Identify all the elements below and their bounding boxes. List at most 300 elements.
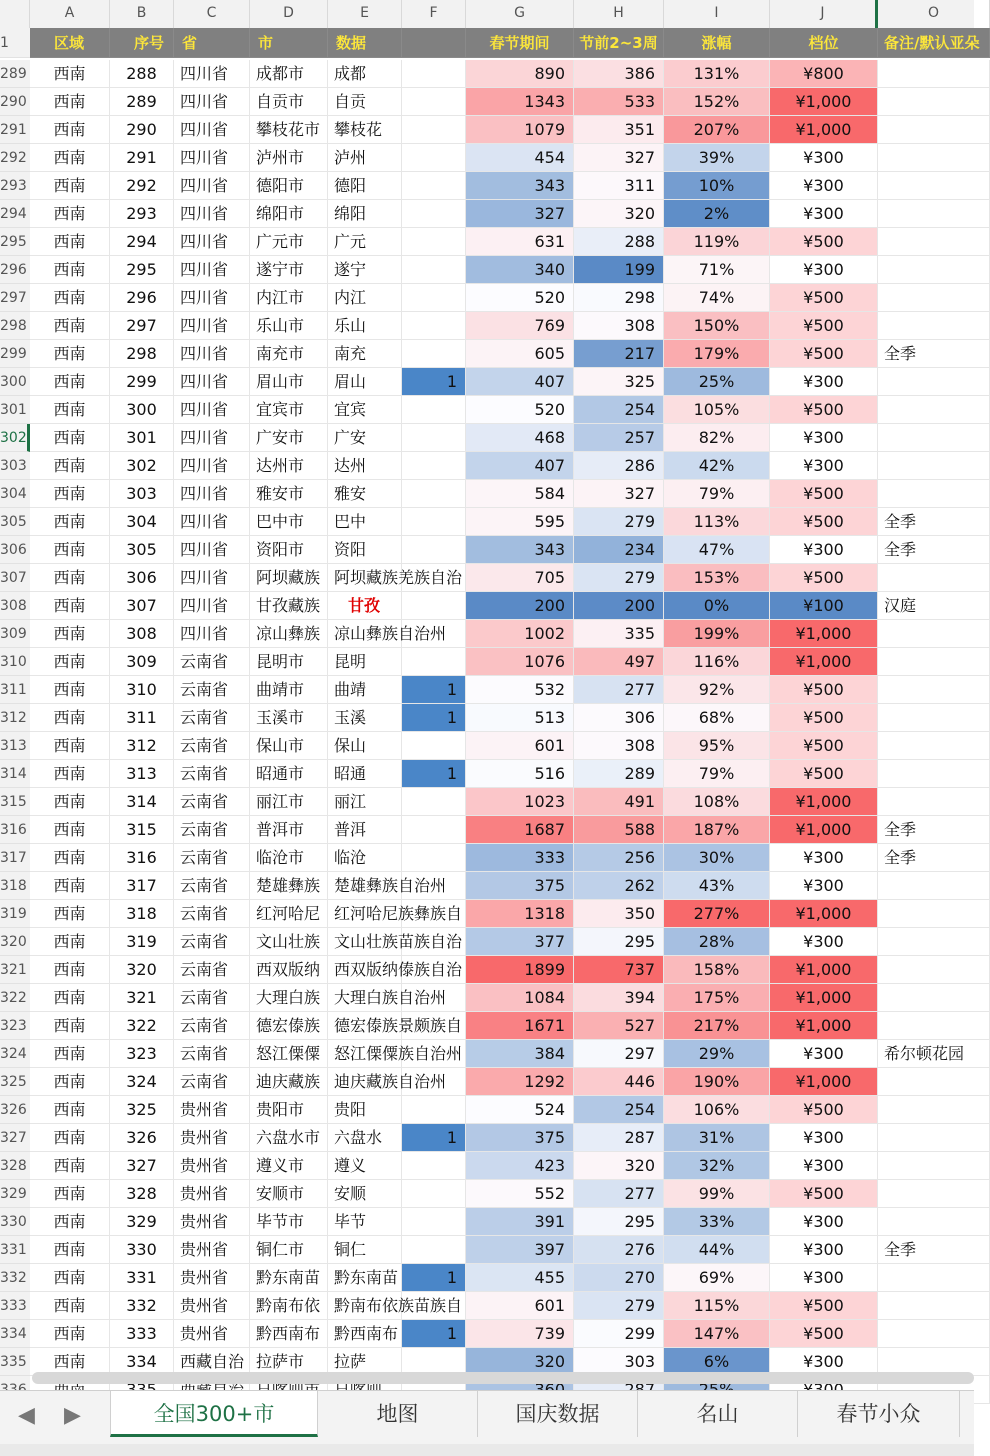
cell-h[interactable]: 200 (574, 592, 664, 620)
cell-e[interactable]: 大理白族自治州 (328, 984, 402, 1012)
cell-f[interactable]: 1 (402, 760, 466, 788)
cell-b[interactable]: 325 (110, 1096, 174, 1124)
cell-f[interactable] (402, 480, 466, 508)
cell-a[interactable]: 西南 (30, 1012, 110, 1040)
row-header[interactable]: 319 (0, 900, 30, 928)
cell-e[interactable]: 黔西南布 (328, 1320, 402, 1348)
cell-d[interactable]: 黔东南苗 (250, 1264, 328, 1292)
cell-j[interactable]: ¥1,000 (770, 816, 878, 844)
cell-i[interactable]: 33% (664, 1208, 770, 1236)
cell-j[interactable]: ¥1,000 (770, 88, 878, 116)
cell-o[interactable]: 全季 (878, 816, 990, 844)
row-header[interactable]: 300 (0, 368, 30, 396)
cell-g[interactable]: 407 (466, 368, 574, 396)
cell-f[interactable] (402, 1068, 466, 1096)
cell-d[interactable]: 雅安市 (250, 480, 328, 508)
cell-j[interactable]: ¥300 (770, 200, 878, 228)
cell-e[interactable]: 巴中 (328, 508, 402, 536)
cell-d[interactable]: 黔南布依 (250, 1292, 328, 1320)
cell-o[interactable]: 汉庭 (878, 592, 990, 620)
cell-e[interactable]: 黔南布依族苗族自 (328, 1292, 402, 1320)
cell-o[interactable] (878, 88, 990, 116)
cell-a[interactable]: 西南 (30, 60, 110, 88)
cell-g[interactable]: 423 (466, 1152, 574, 1180)
cell-a[interactable]: 西南 (30, 844, 110, 872)
cell-a[interactable]: 西南 (30, 452, 110, 480)
row-header[interactable]: 304 (0, 480, 30, 508)
cell-a[interactable]: 西南 (30, 1068, 110, 1096)
cell-e[interactable]: 眉山 (328, 368, 402, 396)
cell-f[interactable] (402, 340, 466, 368)
cell-a[interactable]: 西南 (30, 900, 110, 928)
row-header[interactable]: 302 (0, 424, 30, 452)
cell-c[interactable]: 四川省 (174, 172, 250, 200)
column-header-i[interactable]: I (664, 0, 770, 28)
cell-f[interactable] (402, 1096, 466, 1124)
cell-e[interactable]: 成都 (328, 60, 402, 88)
cell-j[interactable]: ¥500 (770, 340, 878, 368)
cell-o[interactable] (878, 144, 990, 172)
cell-h[interactable]: 386 (574, 60, 664, 88)
cell-d[interactable]: 南充市 (250, 340, 328, 368)
header-cell-h[interactable]: 节前2~3周 (574, 28, 664, 58)
cell-h[interactable]: 276 (574, 1236, 664, 1264)
sheet-tab[interactable]: 春节小众 (798, 1391, 960, 1437)
row-header[interactable]: 298 (0, 312, 30, 340)
cell-c[interactable]: 云南省 (174, 704, 250, 732)
cell-a[interactable]: 西南 (30, 116, 110, 144)
cell-b[interactable]: 332 (110, 1292, 174, 1320)
cell-a[interactable]: 西南 (30, 564, 110, 592)
cell-b[interactable]: 322 (110, 1012, 174, 1040)
cell-g[interactable]: 605 (466, 340, 574, 368)
cell-d[interactable]: 泸州市 (250, 144, 328, 172)
cell-a[interactable]: 西南 (30, 648, 110, 676)
row-header[interactable]: 315 (0, 788, 30, 816)
cell-h[interactable]: 588 (574, 816, 664, 844)
cell-j[interactable]: ¥300 (770, 368, 878, 396)
cell-e[interactable]: 德阳 (328, 172, 402, 200)
cell-o[interactable]: 全季 (878, 508, 990, 536)
cell-i[interactable]: 92% (664, 676, 770, 704)
sheet-tab[interactable]: 地图 (318, 1391, 478, 1437)
cell-g[interactable]: 1002 (466, 620, 574, 648)
cell-j[interactable]: ¥1,000 (770, 1012, 878, 1040)
cell-o[interactable] (878, 872, 990, 900)
cell-e[interactable]: 广安 (328, 424, 402, 452)
cell-a[interactable]: 西南 (30, 704, 110, 732)
cell-a[interactable]: 西南 (30, 732, 110, 760)
cell-h[interactable]: 335 (574, 620, 664, 648)
cell-h[interactable]: 297 (574, 1040, 664, 1068)
cell-c[interactable]: 贵州省 (174, 1152, 250, 1180)
cell-e[interactable]: 怒江傈僳族自治州 (328, 1040, 402, 1068)
cell-e[interactable]: 达州 (328, 452, 402, 480)
cell-h[interactable]: 287 (574, 1124, 664, 1152)
cell-b[interactable]: 310 (110, 676, 174, 704)
cell-i[interactable]: 106% (664, 1096, 770, 1124)
cell-f[interactable] (402, 872, 466, 900)
cell-o[interactable] (878, 1124, 990, 1152)
sheet-tab[interactable]: 名山 (638, 1391, 798, 1437)
cell-e[interactable]: 西双版纳傣族自治 (328, 956, 402, 984)
cell-i[interactable]: 71% (664, 256, 770, 284)
cell-j[interactable]: ¥500 (770, 704, 878, 732)
cell-j[interactable]: ¥500 (770, 564, 878, 592)
cell-i[interactable]: 179% (664, 340, 770, 368)
cell-j[interactable]: ¥500 (770, 396, 878, 424)
cell-j[interactable]: ¥500 (770, 508, 878, 536)
row-header[interactable]: 314 (0, 760, 30, 788)
cell-d[interactable]: 保山市 (250, 732, 328, 760)
cell-c[interactable]: 贵州省 (174, 1180, 250, 1208)
cell-a[interactable]: 西南 (30, 1096, 110, 1124)
cell-c[interactable]: 贵州省 (174, 1208, 250, 1236)
cell-b[interactable]: 302 (110, 452, 174, 480)
cell-d[interactable]: 丽江市 (250, 788, 328, 816)
cell-d[interactable]: 达州市 (250, 452, 328, 480)
cell-i[interactable]: 116% (664, 648, 770, 676)
cell-h[interactable]: 277 (574, 1180, 664, 1208)
cell-h[interactable]: 295 (574, 928, 664, 956)
cell-h[interactable]: 257 (574, 424, 664, 452)
cell-b[interactable]: 303 (110, 480, 174, 508)
cell-i[interactable]: 131% (664, 60, 770, 88)
cell-i[interactable]: 207% (664, 116, 770, 144)
cell-g[interactable]: 375 (466, 1124, 574, 1152)
tab-scroll-left-icon[interactable]: ◀ (18, 1403, 35, 1428)
cell-f[interactable] (402, 452, 466, 480)
cell-j[interactable]: ¥300 (770, 1208, 878, 1236)
cell-o[interactable] (878, 1152, 990, 1180)
cell-a[interactable]: 西南 (30, 984, 110, 1012)
cell-g[interactable]: 327 (466, 200, 574, 228)
cell-a[interactable]: 西南 (30, 760, 110, 788)
cell-j[interactable]: ¥300 (770, 144, 878, 172)
cell-c[interactable]: 云南省 (174, 1040, 250, 1068)
cell-i[interactable]: 187% (664, 816, 770, 844)
cell-g[interactable]: 384 (466, 1040, 574, 1068)
cell-j[interactable]: ¥1,000 (770, 956, 878, 984)
cell-g[interactable]: 320 (466, 1348, 574, 1376)
cell-b[interactable]: 312 (110, 732, 174, 760)
cell-d[interactable]: 广元市 (250, 228, 328, 256)
cell-i[interactable]: 79% (664, 480, 770, 508)
cell-f[interactable] (402, 788, 466, 816)
cell-f[interactable] (402, 1040, 466, 1068)
cell-e[interactable]: 贵阳 (328, 1096, 402, 1124)
cell-a[interactable]: 西南 (30, 256, 110, 284)
cell-i[interactable]: 82% (664, 424, 770, 452)
cell-a[interactable]: 西南 (30, 1152, 110, 1180)
cell-a[interactable]: 西南 (30, 1040, 110, 1068)
cell-f[interactable]: 1 (402, 676, 466, 704)
cell-j[interactable]: ¥100 (770, 592, 878, 620)
header-cell-f[interactable] (402, 28, 466, 58)
cell-c[interactable]: 四川省 (174, 536, 250, 564)
cell-g[interactable]: 407 (466, 452, 574, 480)
row-header[interactable]: 303 (0, 452, 30, 480)
cell-a[interactable]: 西南 (30, 284, 110, 312)
cell-b[interactable]: 294 (110, 228, 174, 256)
column-header-a[interactable]: A (30, 0, 110, 28)
cell-h[interactable]: 295 (574, 1208, 664, 1236)
cell-b[interactable]: 333 (110, 1320, 174, 1348)
cell-c[interactable]: 四川省 (174, 508, 250, 536)
cell-a[interactable]: 西南 (30, 1180, 110, 1208)
cell-o[interactable] (878, 956, 990, 984)
cell-j[interactable]: ¥1,000 (770, 620, 878, 648)
row-header[interactable]: 310 (0, 648, 30, 676)
cell-g[interactable]: 1076 (466, 648, 574, 676)
cell-g[interactable]: 524 (466, 1096, 574, 1124)
cell-i[interactable]: 175% (664, 984, 770, 1012)
cell-d[interactable]: 绵阳市 (250, 200, 328, 228)
column-header-e[interactable]: E (328, 0, 402, 28)
row-header[interactable]: 290 (0, 88, 30, 116)
cell-d[interactable]: 凉山彝族 (250, 620, 328, 648)
cell-d[interactable]: 大理白族 (250, 984, 328, 1012)
column-header-h[interactable]: H (574, 0, 664, 28)
header-cell-o[interactable]: 备注/默认亚朵 (878, 28, 990, 58)
cell-i[interactable]: 44% (664, 1236, 770, 1264)
row-header[interactable]: 325 (0, 1068, 30, 1096)
cell-o[interactable] (878, 480, 990, 508)
cell-f[interactable]: 1 (402, 1320, 466, 1348)
cell-b[interactable]: 327 (110, 1152, 174, 1180)
cell-d[interactable]: 内江市 (250, 284, 328, 312)
row-header[interactable]: 305 (0, 508, 30, 536)
cell-g[interactable]: 468 (466, 424, 574, 452)
cell-d[interactable]: 遂宁市 (250, 256, 328, 284)
cell-e[interactable]: 普洱 (328, 816, 402, 844)
cell-o[interactable] (878, 564, 990, 592)
cell-e[interactable]: 自贡 (328, 88, 402, 116)
cell-j[interactable]: ¥300 (770, 256, 878, 284)
cell-b[interactable]: 289 (110, 88, 174, 116)
row-header[interactable]: 306 (0, 536, 30, 564)
row-header[interactable]: 289 (0, 60, 30, 88)
cell-a[interactable]: 西南 (30, 228, 110, 256)
cell-i[interactable]: 99% (664, 1180, 770, 1208)
cell-c[interactable]: 四川省 (174, 452, 250, 480)
cell-h[interactable]: 320 (574, 1152, 664, 1180)
row-header[interactable]: 328 (0, 1152, 30, 1180)
cell-g[interactable]: 1292 (466, 1068, 574, 1096)
row-header[interactable]: 329 (0, 1180, 30, 1208)
cell-d[interactable]: 眉山市 (250, 368, 328, 396)
cell-e[interactable]: 六盘水 (328, 1124, 402, 1152)
cell-c[interactable]: 云南省 (174, 956, 250, 984)
cell-h[interactable]: 288 (574, 228, 664, 256)
cell-e[interactable]: 安顺 (328, 1180, 402, 1208)
cell-c[interactable]: 云南省 (174, 732, 250, 760)
cell-a[interactable]: 西南 (30, 144, 110, 172)
cell-h[interactable]: 234 (574, 536, 664, 564)
cell-j[interactable]: ¥800 (770, 60, 878, 88)
cell-o[interactable] (878, 172, 990, 200)
cell-h[interactable]: 254 (574, 396, 664, 424)
cell-h[interactable]: 327 (574, 480, 664, 508)
cell-e[interactable]: 丽江 (328, 788, 402, 816)
cell-j[interactable]: ¥300 (770, 536, 878, 564)
cell-f[interactable] (402, 928, 466, 956)
cell-b[interactable]: 306 (110, 564, 174, 592)
cell-d[interactable]: 阿坝藏族 (250, 564, 328, 592)
cell-f[interactable] (402, 144, 466, 172)
cell-f[interactable] (402, 564, 466, 592)
header-cell-i[interactable]: 涨幅 (664, 28, 770, 58)
cell-h[interactable]: 254 (574, 1096, 664, 1124)
cell-c[interactable]: 云南省 (174, 816, 250, 844)
cell-i[interactable]: 217% (664, 1012, 770, 1040)
cell-f[interactable] (402, 592, 466, 620)
cell-g[interactable]: 520 (466, 284, 574, 312)
cell-i[interactable]: 150% (664, 312, 770, 340)
cell-f[interactable] (402, 424, 466, 452)
cell-j[interactable]: ¥300 (770, 928, 878, 956)
cell-b[interactable]: 305 (110, 536, 174, 564)
cell-c[interactable]: 四川省 (174, 88, 250, 116)
cell-b[interactable]: 334 (110, 1348, 174, 1376)
cell-o[interactable] (878, 312, 990, 340)
cell-b[interactable]: 301 (110, 424, 174, 452)
cell-g[interactable]: 340 (466, 256, 574, 284)
cell-h[interactable]: 533 (574, 88, 664, 116)
cell-i[interactable]: 32% (664, 1152, 770, 1180)
cell-f[interactable] (402, 536, 466, 564)
cell-d[interactable]: 曲靖市 (250, 676, 328, 704)
cell-g[interactable]: 1084 (466, 984, 574, 1012)
cell-d[interactable]: 乐山市 (250, 312, 328, 340)
cell-g[interactable]: 375 (466, 872, 574, 900)
cell-e[interactable]: 红河哈尼族彝族自 (328, 900, 402, 928)
cell-i[interactable]: 74% (664, 284, 770, 312)
cell-j[interactable]: ¥1,000 (770, 984, 878, 1012)
row-header[interactable]: 297 (0, 284, 30, 312)
cell-j[interactable]: ¥500 (770, 732, 878, 760)
cell-c[interactable]: 云南省 (174, 676, 250, 704)
cell-c[interactable]: 贵州省 (174, 1236, 250, 1264)
cell-e[interactable]: 拉萨 (328, 1348, 402, 1376)
cell-i[interactable]: 153% (664, 564, 770, 592)
cell-o[interactable] (878, 256, 990, 284)
row-header[interactable]: 320 (0, 928, 30, 956)
cell-d[interactable]: 德宏傣族 (250, 1012, 328, 1040)
cell-i[interactable]: 2% (664, 200, 770, 228)
cell-i[interactable]: 158% (664, 956, 770, 984)
cell-d[interactable]: 德阳市 (250, 172, 328, 200)
cell-e[interactable]: 南充 (328, 340, 402, 368)
cell-b[interactable]: 295 (110, 256, 174, 284)
cell-a[interactable]: 西南 (30, 368, 110, 396)
cell-h[interactable]: 256 (574, 844, 664, 872)
cell-c[interactable]: 贵州省 (174, 1292, 250, 1320)
cell-j[interactable]: ¥500 (770, 1180, 878, 1208)
cell-b[interactable]: 313 (110, 760, 174, 788)
row-header[interactable]: 295 (0, 228, 30, 256)
cell-d[interactable]: 怒江傈僳 (250, 1040, 328, 1068)
cell-o[interactable] (878, 452, 990, 480)
cell-a[interactable]: 西南 (30, 1208, 110, 1236)
cell-g[interactable]: 1343 (466, 88, 574, 116)
row-header[interactable]: 311 (0, 676, 30, 704)
cell-g[interactable]: 391 (466, 1208, 574, 1236)
cell-h[interactable]: 262 (574, 872, 664, 900)
cell-a[interactable]: 西南 (30, 1292, 110, 1320)
cell-h[interactable]: 270 (574, 1264, 664, 1292)
column-header-j[interactable]: J (770, 0, 878, 28)
column-header-o[interactable]: O (878, 0, 990, 28)
cell-i[interactable]: 39% (664, 144, 770, 172)
cell-e[interactable]: 保山 (328, 732, 402, 760)
cell-c[interactable]: 四川省 (174, 340, 250, 368)
cell-d[interactable]: 资阳市 (250, 536, 328, 564)
cell-c[interactable]: 四川省 (174, 424, 250, 452)
cell-b[interactable]: 292 (110, 172, 174, 200)
cell-i[interactable]: 29% (664, 1040, 770, 1068)
cell-d[interactable]: 甘孜藏族 (250, 592, 328, 620)
cell-h[interactable]: 527 (574, 1012, 664, 1040)
cell-c[interactable]: 四川省 (174, 564, 250, 592)
cell-e[interactable]: 临沧 (328, 844, 402, 872)
cell-c[interactable]: 四川省 (174, 620, 250, 648)
cell-f[interactable]: 1 (402, 1264, 466, 1292)
cell-b[interactable]: 288 (110, 60, 174, 88)
cell-h[interactable]: 299 (574, 1320, 664, 1348)
row-header[interactable]: 323 (0, 1012, 30, 1040)
column-header-b[interactable]: B (110, 0, 174, 28)
cell-h[interactable]: 277 (574, 676, 664, 704)
cell-d[interactable]: 文山壮族 (250, 928, 328, 956)
row-header[interactable]: 312 (0, 704, 30, 732)
cell-c[interactable]: 四川省 (174, 144, 250, 172)
cell-h[interactable]: 327 (574, 144, 664, 172)
cell-f[interactable]: 1 (402, 368, 466, 396)
cell-d[interactable]: 成都市 (250, 60, 328, 88)
row-header[interactable]: 324 (0, 1040, 30, 1068)
cell-o[interactable] (878, 396, 990, 424)
cell-c[interactable]: 四川省 (174, 312, 250, 340)
cell-g[interactable]: 397 (466, 1236, 574, 1264)
cell-i[interactable]: 6% (664, 1348, 770, 1376)
cell-j[interactable]: ¥500 (770, 1096, 878, 1124)
cell-a[interactable]: 西南 (30, 1348, 110, 1376)
cell-d[interactable]: 红河哈尼 (250, 900, 328, 928)
cell-e[interactable]: 宜宾 (328, 396, 402, 424)
cell-o[interactable] (878, 620, 990, 648)
cell-b[interactable]: 290 (110, 116, 174, 144)
cell-o[interactable] (878, 760, 990, 788)
cell-e[interactable]: 德宏傣族景颇族自 (328, 1012, 402, 1040)
cell-f[interactable] (402, 732, 466, 760)
cell-d[interactable]: 自贡市 (250, 88, 328, 116)
cell-f[interactable] (402, 648, 466, 676)
cell-a[interactable]: 西南 (30, 312, 110, 340)
cell-h[interactable]: 279 (574, 508, 664, 536)
column-header-d[interactable]: D (250, 0, 328, 28)
row-header[interactable]: 333 (0, 1292, 30, 1320)
cell-g[interactable]: 377 (466, 928, 574, 956)
cell-b[interactable]: 309 (110, 648, 174, 676)
cell-i[interactable]: 30% (664, 844, 770, 872)
cell-j[interactable]: ¥500 (770, 284, 878, 312)
cell-o[interactable] (878, 368, 990, 396)
cell-c[interactable]: 四川省 (174, 228, 250, 256)
cell-h[interactable]: 279 (574, 564, 664, 592)
cell-c[interactable]: 云南省 (174, 872, 250, 900)
cell-b[interactable]: 314 (110, 788, 174, 816)
